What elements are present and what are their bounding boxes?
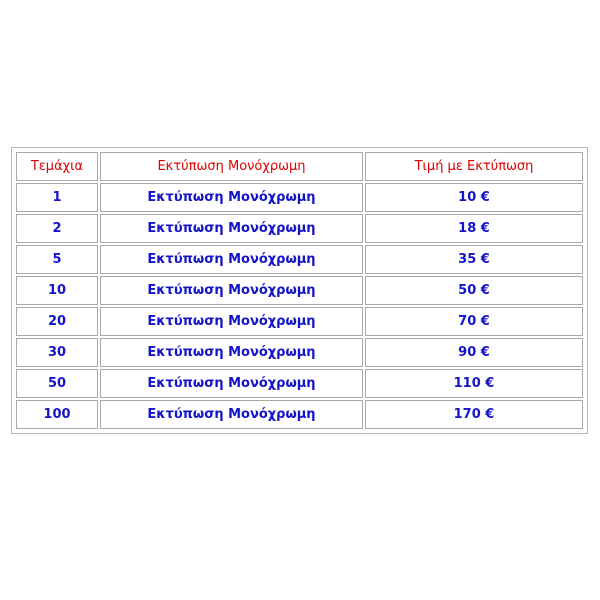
cell-print-type: Εκτύπωση Μονόχρωμη [100, 307, 363, 336]
cell-price: 70 € [365, 307, 583, 336]
cell-price: 10 € [365, 183, 583, 212]
header-price: Τιμή με Εκτύπωση [365, 152, 583, 181]
header-print-type: Εκτύπωση Μονόχρωμη [100, 152, 363, 181]
cell-print-type: Εκτύπωση Μονόχρωμη [100, 400, 363, 429]
cell-print-type: Εκτύπωση Μονόχρωμη [100, 183, 363, 212]
cell-quantity: 10 [16, 276, 98, 305]
cell-quantity: 100 [16, 400, 98, 429]
table-row [16, 369, 583, 398]
cell-price: 170 € [365, 400, 583, 429]
cell-quantity: 5 [16, 245, 98, 274]
cell-price: 110 € [365, 369, 583, 398]
table-row [16, 276, 583, 305]
cell-price: 18 € [365, 214, 583, 243]
table-row [16, 183, 583, 212]
price-table-container [11, 147, 588, 434]
cell-price: 50 € [365, 276, 583, 305]
cell-quantity: 2 [16, 214, 98, 243]
cell-print-type: Εκτύπωση Μονόχρωμη [100, 276, 363, 305]
cell-print-type: Εκτύπωση Μονόχρωμη [100, 369, 363, 398]
cell-print-type: Εκτύπωση Μονόχρωμη [100, 245, 363, 274]
cell-price: 90 € [365, 338, 583, 367]
table-row [16, 245, 583, 274]
cell-price: 35 € [365, 245, 583, 274]
table-row [16, 338, 583, 367]
cell-quantity: 30 [16, 338, 98, 367]
table-row [16, 307, 583, 336]
cell-quantity: 1 [16, 183, 98, 212]
table-row [16, 400, 583, 429]
header-row [16, 152, 583, 181]
cell-print-type: Εκτύπωση Μονόχρωμη [100, 214, 363, 243]
cell-quantity: 50 [16, 369, 98, 398]
cell-quantity: 20 [16, 307, 98, 336]
cell-print-type: Εκτύπωση Μονόχρωμη [100, 338, 363, 367]
price-table [14, 150, 585, 431]
header-quantity: Τεμάχια [16, 152, 98, 181]
table-row [16, 214, 583, 243]
